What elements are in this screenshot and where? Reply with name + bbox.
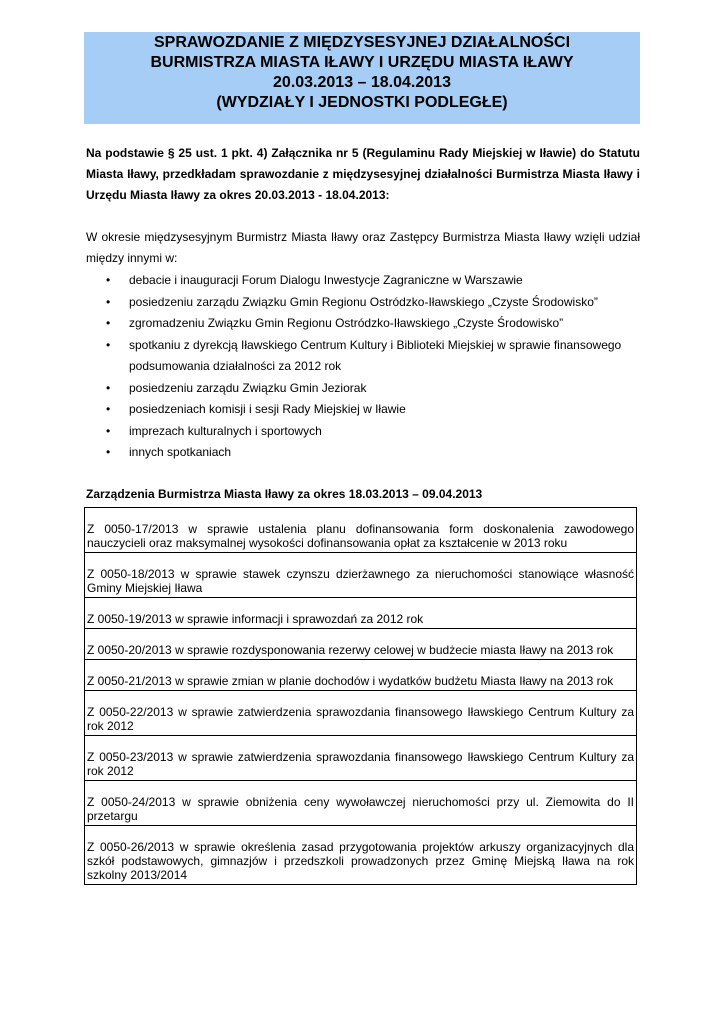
table-cell: Z 0050-20/2013 w sprawie rozdysponowania rezerwy celowej w budżecie miasta Iławy na 2013 rok [85, 629, 637, 660]
bullet-icon: • [106, 445, 111, 459]
bullet-icon: • [106, 423, 111, 438]
list-item-text: spotkaniu z dyrekcją Iławskiego Centrum Kultury i Biblioteki Miejskiej w sprawie finansowego podsumowania działalności za 2012 rok [129, 337, 622, 373]
table-cell: Z 0050-18/2013 w sprawie stawek czynszu dzierżawnego za nieruchomości stanowiące własność Gminy Miejskiej Iława [85, 553, 637, 598]
list-item [86, 378, 640, 400]
table-row [85, 629, 637, 660]
list-item [86, 421, 640, 443]
bullet-icon: • [106, 380, 111, 395]
report-title-line: SPRAWOZDANIE Z MIĘDZYSESYJNEJ DZIAŁALNOŚCI [153, 34, 571, 51]
intro-paragraph: Na podstawie § 25 ust. 1 pkt. 4) Załącznika nr 5 (Regulaminu Rady Miejskiej w Iławie) do Statutu Miasta Iławy, przedkładam sprawozdanie z międzysesyjnej działalności Burmistrza Miasta Iławy i Urzędu Miasta Iławy za okres 20.03.2013 - 18.04.2013: [86, 146, 640, 202]
table-row [85, 826, 637, 885]
table-cell: Z 0050-23/2013 w sprawie zatwierdzenia sprawozdania finansowego Iławskiego Centrum Kultury za rok 2012 [85, 736, 637, 781]
list-item-text: posiedzeniach komisji i sesji Rady Miejskiej w Iławie [129, 402, 406, 416]
table-row [85, 691, 637, 736]
list-item [86, 399, 640, 421]
table-cell: Z 0050-26/2013 w sprawie określenia zasad przygotowania projektów arkuszy organizacyjnych dla szkół podstawowych, gimnazjów i przedszkoli prowadzonych przez Gminę Miejską Iława na rok szkolny 2013/2014 [85, 826, 637, 885]
list-item [86, 313, 640, 335]
bullet-icon: • [106, 273, 111, 287]
list-item [86, 335, 640, 378]
list-item-text: posiedzeniu zarządu Związku Gmin Jeziorak [129, 380, 367, 395]
table-row [85, 508, 637, 553]
list-item-text: innych spotkaniach [129, 445, 232, 459]
table-row [85, 660, 637, 691]
table-cell: Z 0050-24/2013 w sprawie obniżenia ceny wywoławczej nieruchomości przy ul. Ziemowita do II przetargu [85, 781, 637, 826]
bullet-icon: • [106, 316, 111, 330]
table-row [85, 598, 637, 629]
orders-table [84, 507, 637, 885]
list-item [86, 442, 640, 464]
activities-list [86, 270, 640, 464]
list-item [86, 292, 640, 314]
table-cell: Z 0050-19/2013 w sprawie informacji i sprawozdań za 2012 rok [85, 598, 637, 629]
bullet-icon: • [106, 294, 111, 309]
table-cell: Z 0050-21/2013 w sprawie zmian w planie dochodów i wydatków budżetu Miasta Iławy na 2013 rok [85, 660, 637, 691]
list-item [86, 270, 640, 292]
list-item-text: imprezach kulturalnych i sportowych [129, 423, 322, 438]
list-item-text: debacie i inauguracji Forum Dialogu Inwestycje Zagraniczne w Warszawie [129, 273, 523, 287]
list-item-text: posiedzeniu zarządu Związku Gmin Regionu Ostródzko-Iławskiego „Czyste Środowisko” [129, 294, 598, 309]
table-row [85, 736, 637, 781]
table-cell: Z 0050-22/2013 w sprawie zatwierdzenia sprawozdania finansowego Iławskiego Centrum Kultury za rok 2012 [85, 691, 637, 736]
bullet-icon: • [106, 337, 111, 352]
bullet-icon: • [106, 402, 111, 416]
report-subtitle-line: (WYDZIAŁY I JEDNOSTKI PODLEGŁE) [216, 94, 508, 111]
report-title-box [84, 32, 640, 124]
report-period-line: 20.03.2013 – 18.04.2013 [273, 74, 451, 91]
table-row [85, 553, 637, 598]
list-item-text: zgromadzeniu Związku Gmin Regionu Ostródzko-Iławskiego „Czyste Środowisko” [129, 316, 564, 330]
activities-lead: W okresie międzysesyjnym Burmistrz Miasta Iławy oraz Zastępcy Burmistrza Miasta Iławy wzięli udział między innymi w: [86, 230, 640, 265]
table-row [85, 781, 637, 826]
report-title-line: BURMISTRZA MIASTA IŁAWY I URZĘDU MIASTA IŁAWY [150, 54, 574, 71]
orders-section-title: Zarządzenia Burmistrza Miasta Iławy za okres 18.03.2013 – 09.04.2013 [86, 487, 483, 501]
table-cell: Z 0050-17/2013 w sprawie ustalenia planu dofinansowania form doskonalenia zawodowego nauczycieli oraz maksymalnej wysokości dofinansowania opłat za kształcenie w 2013 roku [85, 508, 637, 553]
